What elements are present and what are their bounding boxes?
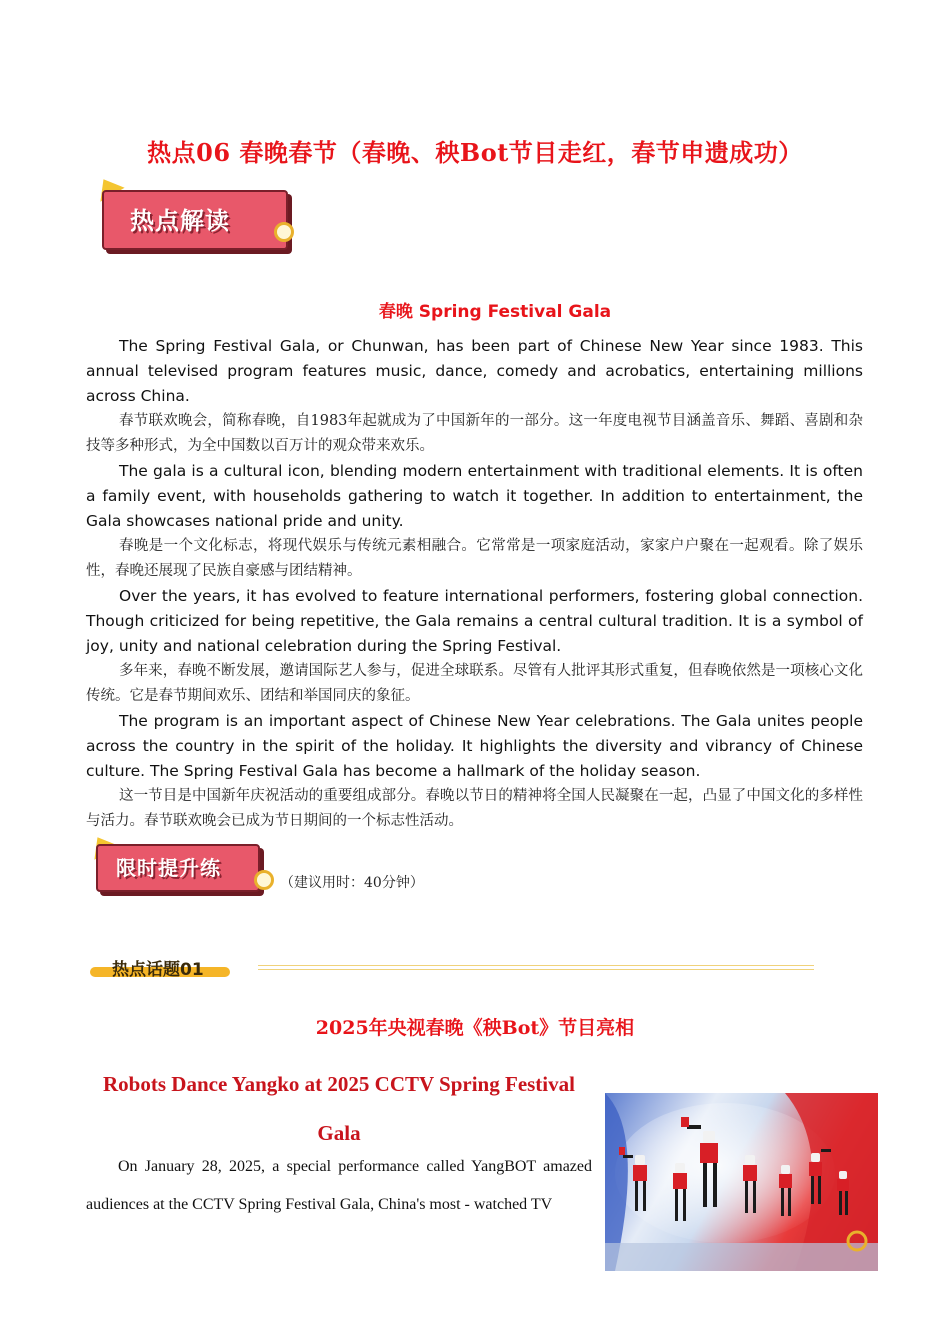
suggested-time: （建议用时：40分钟） bbox=[280, 875, 424, 891]
article-body bbox=[86, 1148, 592, 1224]
paragraph-en: Over the years, it has evolved to feature international performers, fostering global connection. Though criticized for being repetitive, the Gala remains a central cultural tradition. It is a symbol of joy, unity and national celebration during the Spring Festival. bbox=[86, 587, 863, 655]
ring-icon bbox=[274, 222, 294, 242]
paragraph-zh: 春晚是一个文化标志，将现代娱乐与传统元素相融合。它常常是一项家庭活动，家家户户聚在一起观看。除了娱乐性，春晚还展现了民族自豪感与团结精神。 bbox=[86, 538, 863, 579]
page-title: 热点06 春晚春节（春晚、秧Bot节目走红，春节申遗成功） bbox=[147, 138, 803, 167]
paragraph-en: The gala is a cultural icon, blending modern entertainment with traditional elements. It is often a family event, with households gathering to watch it together. In addition to entertainment, the Gala showcases national pride and unity. bbox=[86, 462, 863, 530]
reading-passage bbox=[86, 334, 863, 834]
robot-dance-photo bbox=[605, 1093, 878, 1271]
ring-icon bbox=[254, 870, 274, 890]
paragraph-zh: 春节联欢晚会，简称春晚，自1983年起就成为了中国新年的一部分。这一年度电视节目涵盖音乐、舞蹈、喜剧和杂技等多种形式，为全中国数以百万计的观众带来欢乐。 bbox=[86, 413, 863, 454]
paragraph-en: The program is an important aspect of Chinese New Year celebrations. The Gala unites people across the country in the spirit of the holiday. It highlights the diversity and vibrancy of Chinese culture. The Spring Festival Gala has become a hallmark of the holiday season. bbox=[86, 712, 863, 780]
topic-subtitle: 2025年央视春晚《秧Bot》节目亮相 bbox=[315, 1017, 635, 1039]
divider bbox=[258, 965, 814, 970]
reading-badge-label: 热点解读 bbox=[130, 207, 230, 235]
section-heading: 春晚 Spring Festival Gala bbox=[378, 302, 612, 322]
reading-badge bbox=[92, 176, 302, 256]
paragraph-en: The Spring Festival Gala, or Chunwan, has been part of Chinese New Year since 1983. This annual televised program features music, dance, comedy and acrobatics, entertaining millions across China. bbox=[86, 337, 863, 405]
practice-badge bbox=[86, 834, 276, 900]
article-paragraph: On January 28, 2025, a special performance called YangBOT amazed audiences at the CCTV Spring Festival Gala, China's most - watched TV bbox=[86, 1158, 592, 1213]
paragraph-zh: 这一节目是中国新年庆祝活动的重要组成部分。春晚以节日的精神将全国人民凝聚在一起，凸显了中国文化的多样性与活力。春节联欢晚会已成为节日期间的一个标志性活动。 bbox=[86, 788, 863, 829]
topic-label-text: 热点话题01 bbox=[112, 960, 204, 980]
article-title: Robots Dance Yangko at 2025 CCTV Spring Festival Gala bbox=[103, 1072, 575, 1145]
robot-dance-illustration bbox=[605, 1093, 878, 1271]
paragraph-zh: 多年来，春晚不断发展，邀请国际艺人参与，促进全球联系。尽管有人批评其形式重复，但春晚依然是一项核心文化传统。它是春节期间欢乐、团结和举国同庆的象征。 bbox=[86, 663, 863, 704]
practice-badge-label: 限时提升练 bbox=[116, 856, 221, 880]
